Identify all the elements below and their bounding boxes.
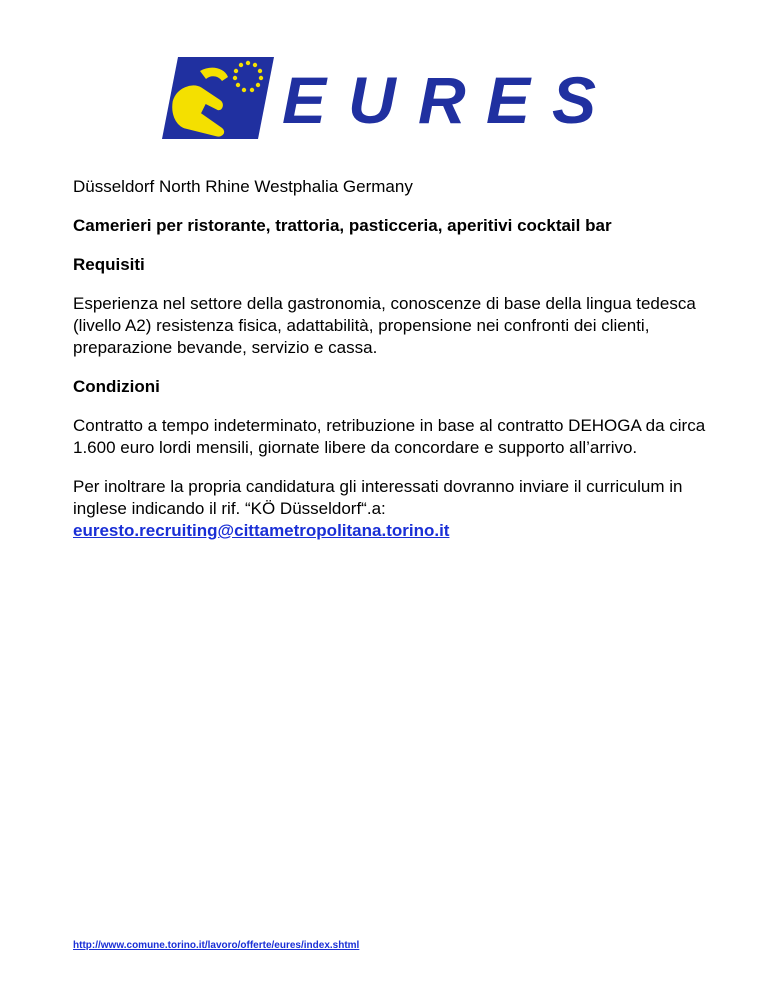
footer-url-link[interactable]: http://www.comune.torino.it/lavoro/offerte/eures/index.shtml	[73, 940, 360, 951]
eures-logo-graphic	[162, 57, 598, 139]
logo-letter-r: R	[418, 63, 466, 137]
application-email-link[interactable]: euresto.recruiting@cittametropolitana.torino.it	[73, 521, 450, 540]
job-title: Camerieri per ristorante, trattoria, pasticceria, aperitivi cocktail bar	[73, 216, 612, 235]
application-paragraph	[73, 476, 713, 542]
conditions-heading: Condizioni	[73, 377, 160, 396]
logo-letter-s: S	[552, 63, 597, 137]
logo-letter-e1: E	[282, 63, 327, 137]
requirements-heading: Requisiti	[73, 255, 145, 274]
logo-letter-e2: E	[486, 63, 531, 137]
logo-letter-u: U	[348, 63, 396, 137]
conditions-text: Contratto a tempo indeterminato, retribuzione in base al contratto DEHOGA da circa 1.600 euro lordi mensili, giornate libere da concordare e supporto all’arrivo.	[73, 416, 706, 457]
document-body	[73, 176, 713, 559]
requirements-text: Esperienza nel settore della gastronomia, conoscenze di base della lingua tedesca (livello A2) resistenza fisica, adattabilità, propensione nei confronti dei clienti, preparazione bevande, servizio e cassa.	[73, 294, 696, 357]
eures-logo	[162, 57, 598, 139]
job-location: Düsseldorf North Rhine Westphalia Germany	[73, 177, 413, 196]
application-text: Per inoltrare la propria candidatura gli interessati dovranno inviare il curriculum in inglese indicando il rif. “KÖ Düsseldorf“.a:	[73, 477, 683, 518]
